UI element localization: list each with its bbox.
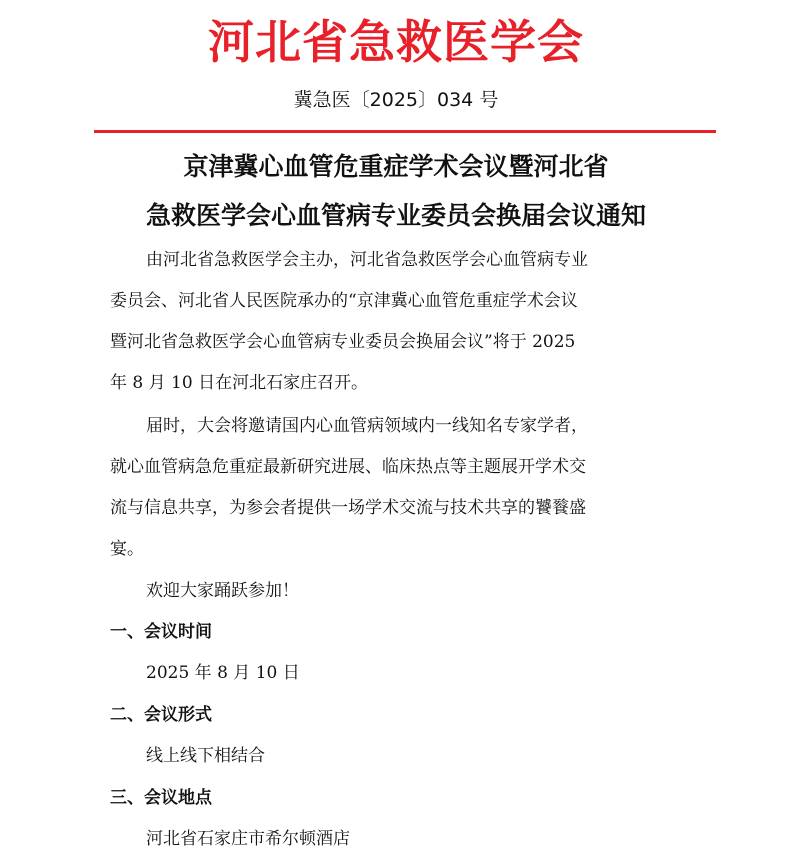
paragraph-1-line-1: 由河北省急救医学会主办，河北省急救医学会心血管病专业 [146,250,588,270]
red-divider-line [94,130,716,133]
paragraph-2-line-3: 流与信息共享，为参会者提供一场学术交流与技术共享的饕餮盛 [110,498,586,518]
meeting-date: 2025 年 8 月 10 日 [146,663,300,683]
paragraph-2-line-4: 宴。 [110,539,144,559]
organization-title: 河北省急救医学会 [208,15,584,69]
paragraph-1-line-4: 年 8 月 10 日在河北石家庄召开。 [110,373,369,393]
paragraph-1-line-3: 暨河北省急救医学会心血管病专业委员会换届会议”将于 2025 [110,332,576,352]
notice-title-line-1: 京津冀心血管危重症学术会议暨河北省 [183,152,609,181]
paragraph-1-line-2: 委员会、河北省人民医院承办的“京津冀心血管危重症学术会议 [110,291,578,311]
meeting-location: 河北省石家庄市希尔顿酒店 [146,829,350,849]
document-number: 冀急医〔2025〕034 号 [293,89,499,111]
paragraph-2-line-2: 就心血管病急危重症最新研究进展、临床热点等主题展开学术交 [110,457,586,477]
paragraph-2-line-1: 届时，大会将邀请国内心血管病领域内一线知名专家学者， [146,416,588,436]
welcome-line: 欢迎大家踊跃参加！ [146,581,299,601]
section-heading-time: 一、会议时间 [110,622,212,642]
section-heading-format: 二、会议形式 [110,705,212,725]
section-heading-location: 三、会议地点 [110,788,212,808]
notice-title-line-2: 急救医学会心血管病专业委员会换届会议通知 [145,201,646,230]
meeting-format: 线上线下相结合 [146,746,265,766]
